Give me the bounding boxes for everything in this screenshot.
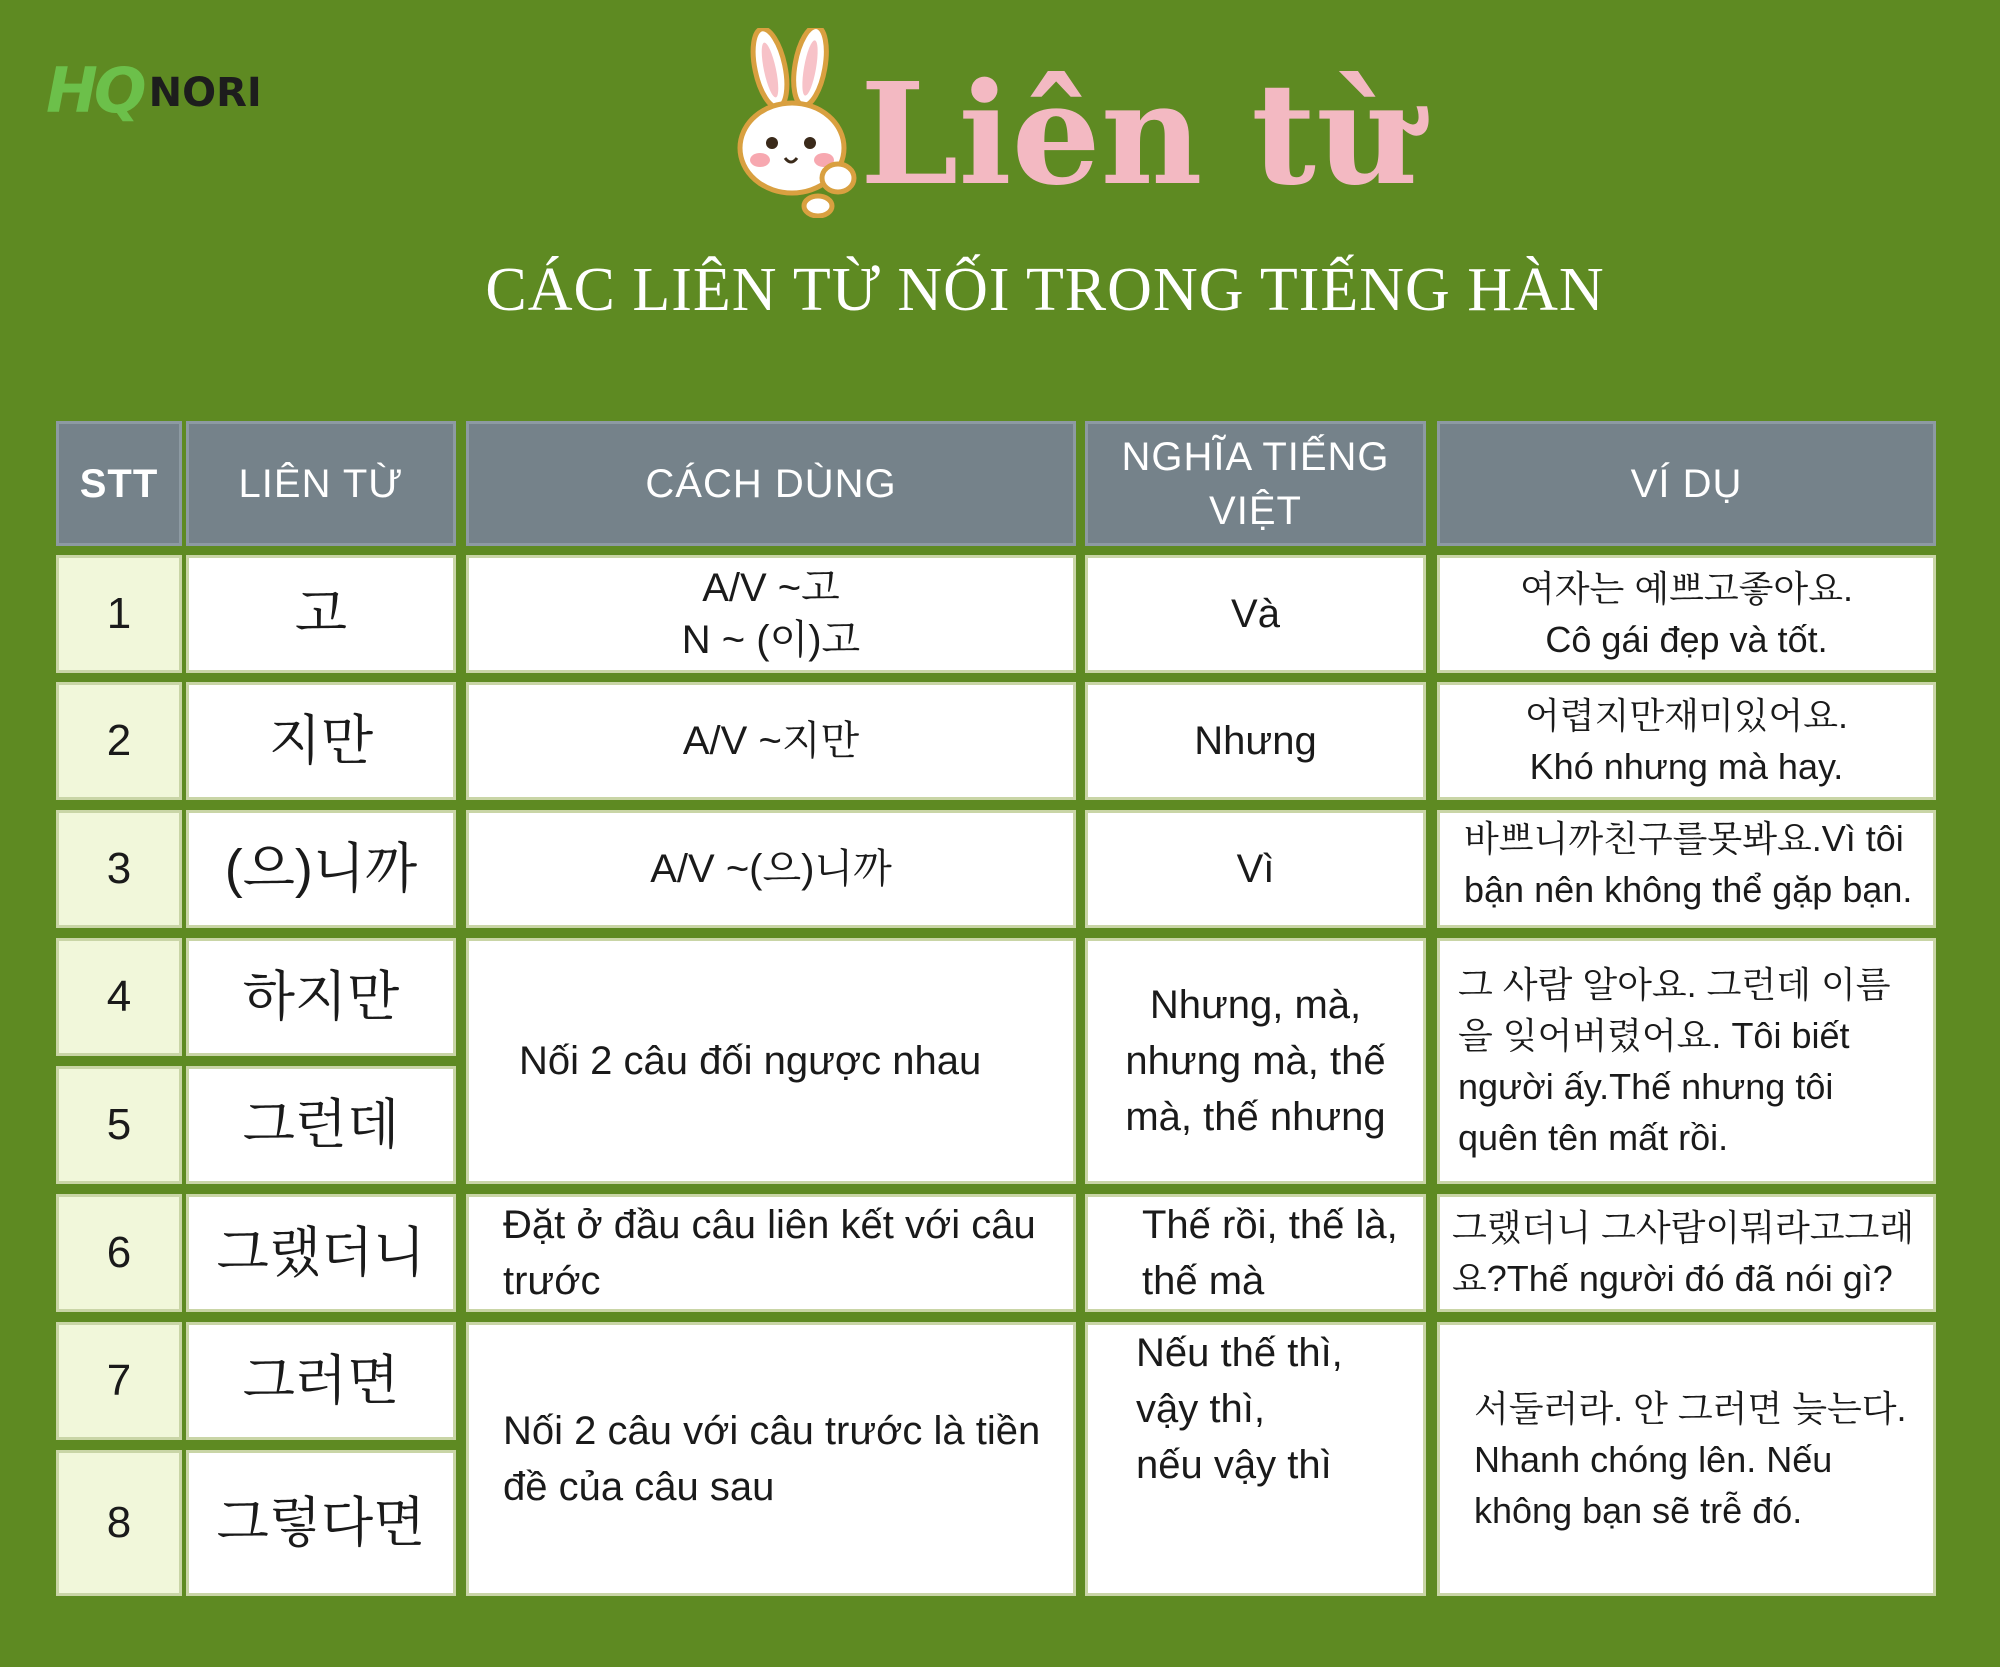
row-6-conjunction: 그랬더니 (186, 1194, 456, 1312)
group-4-5-usage: Nối 2 câu đối ngược nhau (466, 938, 1076, 1184)
row-6-meaning: Thế rồi, thế là, thế mà (1085, 1194, 1426, 1312)
row-2-example (1437, 682, 1936, 800)
row-3-example (1437, 810, 1936, 928)
row-1-usage-line1: A/V ~고 (702, 566, 840, 610)
group-4-5-meaning: Nhưng, mà, nhưng mà, thế mà, thế nhưng (1085, 938, 1426, 1184)
row-3-example-line2: bận nên không thể gặp bạn. (1464, 869, 1913, 910)
logo-nori: NORI (148, 70, 262, 116)
row-3-conjunction: (으)니까 (186, 810, 456, 928)
header-meaning: NGHĨA TIẾNG VIỆT (1085, 421, 1426, 546)
row-7-conjunction: 그러면 (186, 1322, 456, 1440)
row-1-usage (466, 555, 1076, 673)
group-7-8-meaning (1085, 1322, 1426, 1596)
row-1-usage-line2: N ~ (이)고 (681, 618, 861, 662)
row-3-usage: A/V ~(으)니까 (466, 810, 1076, 928)
group-7-8-usage: Nối 2 câu với câu trước là tiền đề của câu sau (466, 1322, 1076, 1596)
page-title: Liên từ (860, 53, 1418, 217)
group-7-8-meaning-line3: nếu vậy thì (1136, 1443, 1332, 1487)
row-2-example-line2: Khó nhưng mà hay. (1529, 746, 1844, 787)
row-2-example-line1: 어렵지만재미있어요. (1525, 695, 1848, 736)
row-2-stt: 2 (56, 682, 182, 800)
row-6-example: 그랬더니 그사람이뭐라고그래요?Thế người đó đã nói gì? (1437, 1194, 1936, 1312)
row-3-example-line1: 바쁘니까친구를못봐요.Vì tôi (1464, 818, 1904, 859)
row-4-stt: 4 (56, 938, 182, 1056)
row-8-conjunction: 그렇다면 (186, 1450, 456, 1596)
header-usage: CÁCH DÙNG (466, 421, 1076, 546)
row-6-usage: Đặt ở đầu câu liên kết với câu trước (466, 1194, 1076, 1312)
logo-hq: HQ (46, 53, 143, 127)
page-subtitle: CÁC LIÊN TỪ NỐI TRONG TIẾNG HÀN (485, 256, 1605, 324)
row-1-meaning: Và (1085, 555, 1426, 673)
row-1-example-line1: 여자는 예쁘고좋아요. (1520, 568, 1853, 609)
row-4-conjunction: 하지만 (186, 938, 456, 1056)
row-5-stt: 5 (56, 1066, 182, 1184)
row-8-stt: 8 (56, 1450, 182, 1596)
row-1-example (1437, 555, 1936, 673)
hqnori-logo (46, 50, 262, 130)
row-2-meaning: Nhưng (1085, 682, 1426, 800)
row-1-conjunction: 고 (186, 555, 456, 673)
row-1-example-line2: Cô gái đẹp và tốt. (1545, 619, 1828, 660)
row-3-stt: 3 (56, 810, 182, 928)
header-stt: STT (56, 421, 182, 546)
group-7-8-meaning-line2: vậy thì, (1136, 1387, 1265, 1431)
bunny-mascot-icon (730, 28, 860, 218)
row-1-stt: 1 (56, 555, 182, 673)
row-2-conjunction: 지만 (186, 682, 456, 800)
group-4-5-example: 그 사람 알아요. 그런데 이름을 잊어버렸어요. Tôi biết người ấy.Thế nhưng tôi quên tên mất rồi. (1437, 938, 1936, 1184)
row-6-stt: 6 (56, 1194, 182, 1312)
row-5-conjunction: 그런데 (186, 1066, 456, 1184)
row-7-stt: 7 (56, 1322, 182, 1440)
row-2-usage: A/V ~지만 (466, 682, 1076, 800)
header-conjunction: LIÊN TỪ (186, 421, 456, 546)
header-example: VÍ DỤ (1437, 421, 1936, 546)
group-7-8-meaning-line1: Nếu thế thì, (1136, 1331, 1343, 1375)
row-3-meaning: Vì (1085, 810, 1426, 928)
group-7-8-example: 서둘러라. 안 그러면 늦는다. Nhanh chóng lên. Nếu không bạn sẽ trễ đó. (1437, 1322, 1936, 1596)
